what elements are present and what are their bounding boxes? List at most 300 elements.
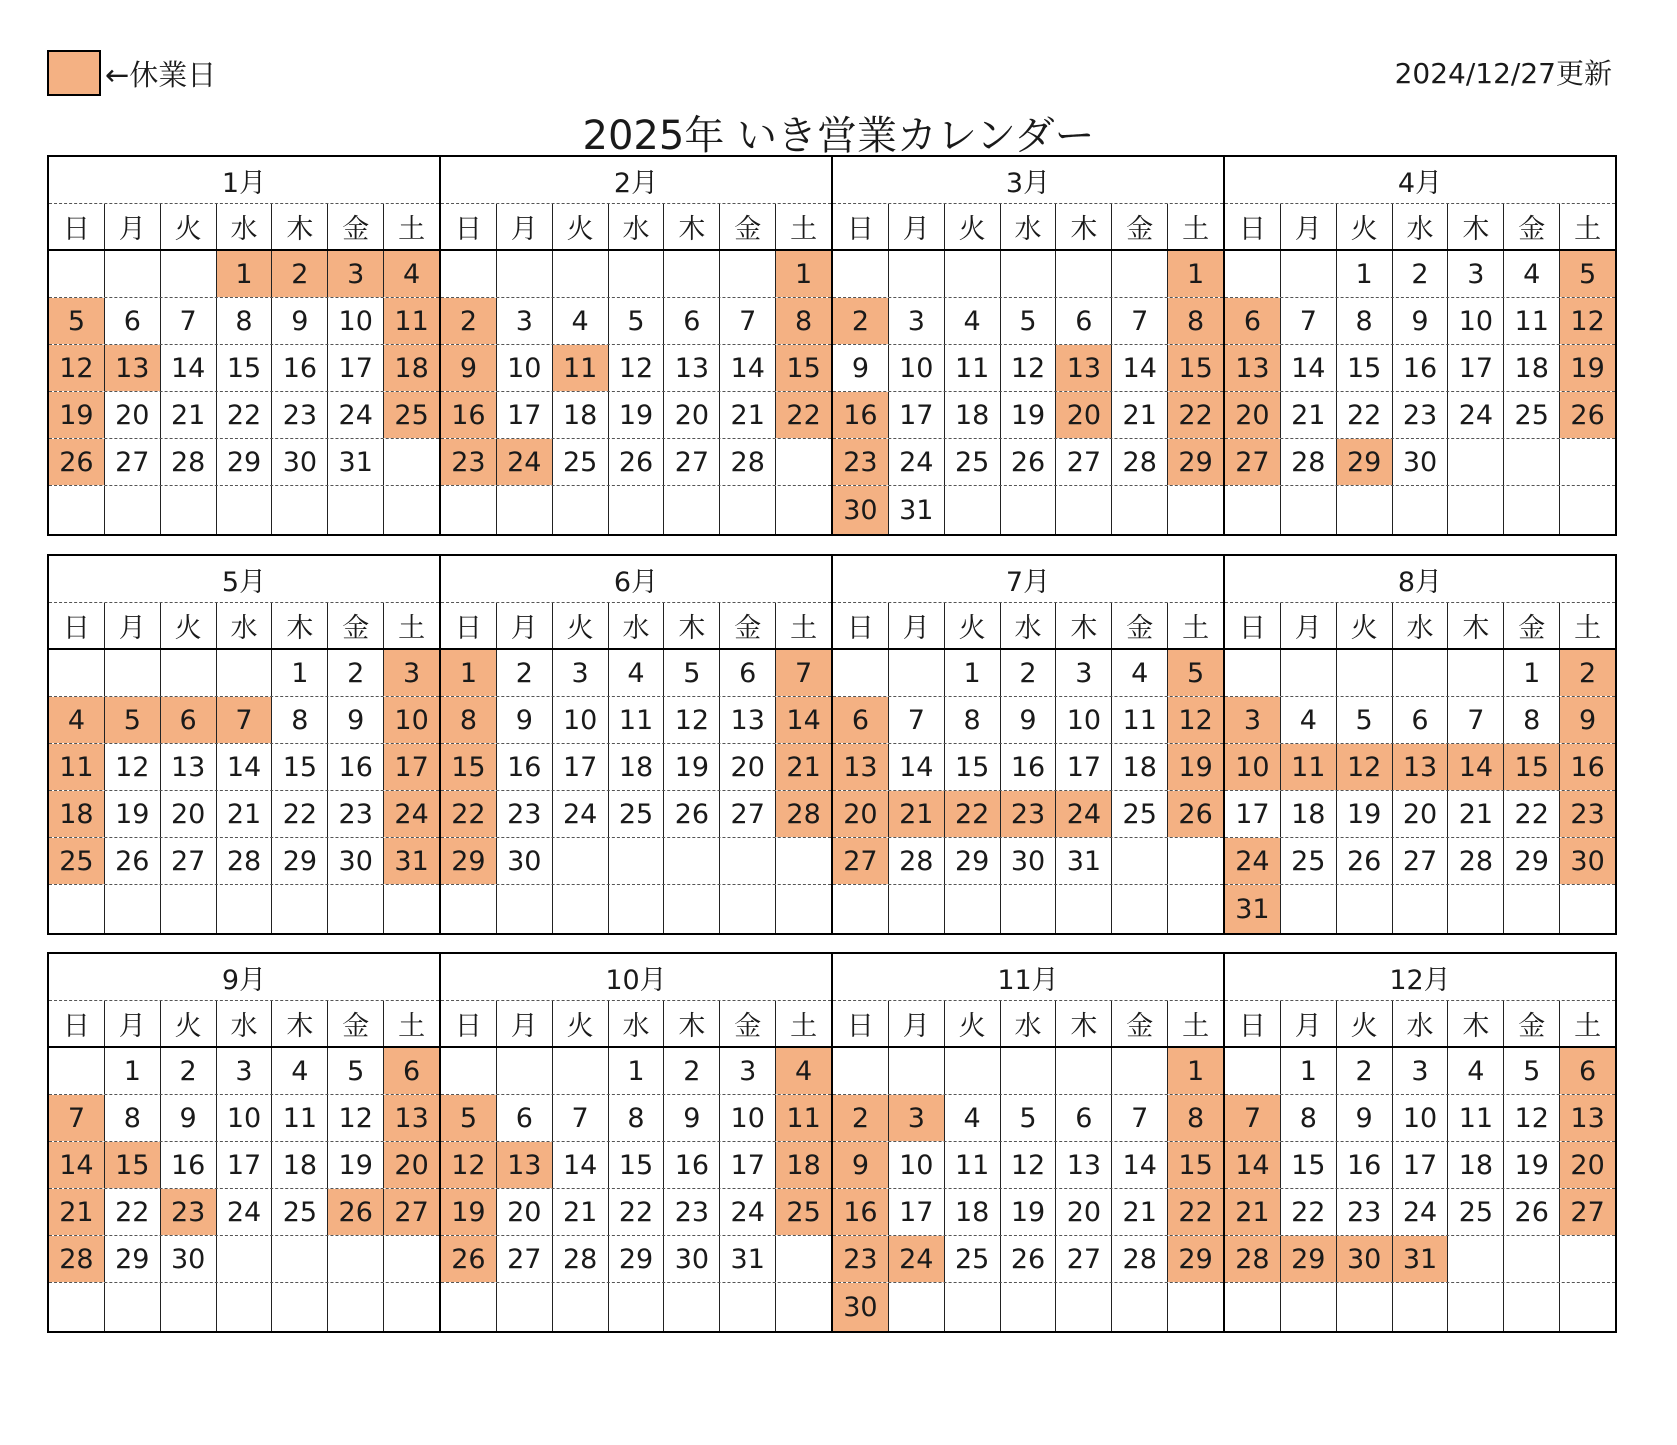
holiday-cell: 30	[1336, 1236, 1392, 1282]
empty-cell	[327, 1236, 383, 1282]
day-cell: 5	[608, 298, 664, 344]
day-cell: 4	[1280, 697, 1336, 743]
day-cell: 7	[1111, 1095, 1167, 1141]
weekday-label: 土	[383, 1001, 439, 1046]
week-row	[1225, 1142, 1615, 1189]
week-row	[833, 697, 1223, 744]
empty-cell	[775, 838, 831, 884]
day-cell: 21	[552, 1189, 608, 1235]
day-cell: 1	[1336, 251, 1392, 297]
empty-cell	[775, 885, 831, 933]
day-cell: 15	[944, 744, 1000, 790]
day-cell: 18	[552, 392, 608, 438]
day-cell: 4	[1503, 251, 1559, 297]
day-cell: 16	[1336, 1142, 1392, 1188]
day-cell: 25	[271, 1189, 327, 1235]
weekday-row	[441, 1001, 831, 1048]
week-row	[49, 439, 439, 486]
holiday-color-swatch	[47, 50, 101, 96]
day-cell: 17	[719, 1142, 775, 1188]
day-cell: 12	[104, 744, 160, 790]
day-cell: 27	[719, 791, 775, 837]
month-8	[1223, 556, 1615, 933]
empty-cell	[216, 885, 272, 933]
empty-cell	[496, 885, 552, 933]
day-cell: 20	[496, 1189, 552, 1235]
week-row	[833, 744, 1223, 791]
day-cell: 17	[1447, 345, 1503, 391]
holiday-cell: 6	[160, 697, 216, 743]
week-row	[49, 791, 439, 838]
weekday-label: 月	[496, 603, 552, 648]
holiday-cell: 31	[383, 838, 439, 884]
holiday-cell: 22	[775, 392, 831, 438]
holiday-cell: 20	[1055, 392, 1111, 438]
day-cell: 17	[216, 1142, 272, 1188]
empty-cell	[1055, 486, 1111, 534]
holiday-cell: 5	[441, 1095, 496, 1141]
empty-cell	[1225, 251, 1280, 297]
day-cell: 28	[1111, 439, 1167, 485]
day-cell: 22	[216, 392, 272, 438]
week-row	[49, 1236, 439, 1283]
week-row	[441, 791, 831, 838]
day-cell: 7	[888, 697, 944, 743]
empty-cell	[888, 885, 944, 933]
weekday-label: 日	[1238, 613, 1266, 644]
holiday-cell: 12	[441, 1142, 496, 1188]
day-cell: 7	[552, 1095, 608, 1141]
holiday-cell: 26	[1167, 791, 1223, 837]
day-cell: 24	[719, 1189, 775, 1235]
empty-cell	[719, 885, 775, 933]
empty-cell	[49, 486, 104, 534]
week-row	[1225, 1283, 1615, 1331]
day-cell: 9	[327, 697, 383, 743]
day-cell: 8	[1503, 697, 1559, 743]
day-cell: 6	[719, 650, 775, 696]
holiday-cell: 3	[327, 251, 383, 297]
week-row	[441, 1095, 831, 1142]
day-cell: 14	[719, 345, 775, 391]
week-row	[49, 1142, 439, 1189]
day-cell: 14	[1111, 345, 1167, 391]
week-row	[833, 298, 1223, 345]
day-cell: 14	[160, 345, 216, 391]
week-row	[1225, 1048, 1615, 1095]
holiday-cell: 3	[383, 650, 439, 696]
weekday-label: 金	[1111, 1001, 1167, 1046]
month-3	[831, 157, 1223, 534]
week-row	[441, 1048, 831, 1095]
weekday-label: 日	[454, 1011, 482, 1042]
week-row	[49, 1048, 439, 1095]
empty-cell	[216, 486, 272, 534]
day-cell: 12	[663, 697, 719, 743]
day-cell: 28	[888, 838, 944, 884]
day-cell: 1	[944, 650, 1000, 696]
holiday-cell: 11	[552, 345, 608, 391]
holiday-cell: 31	[1225, 885, 1280, 933]
empty-cell	[1336, 1283, 1392, 1331]
empty-cell	[1392, 486, 1448, 534]
empty-cell	[888, 251, 944, 297]
empty-cell	[1111, 885, 1167, 933]
weekday-label: 日	[1238, 1011, 1266, 1042]
holiday-cell: 17	[383, 744, 439, 790]
month-header: 7月	[833, 556, 1223, 603]
month-5	[49, 556, 439, 933]
holiday-cell: 28	[1225, 1236, 1280, 1282]
empty-cell	[441, 251, 496, 297]
empty-cell	[1167, 838, 1223, 884]
day-cell: 4	[552, 298, 608, 344]
day-cell: 26	[104, 838, 160, 884]
month-9	[49, 954, 439, 1331]
empty-cell	[663, 251, 719, 297]
week-row	[49, 744, 439, 791]
month-1	[49, 157, 439, 534]
weekday-label: 火	[944, 204, 1000, 249]
empty-cell	[216, 1283, 272, 1331]
day-cell: 6	[1055, 1095, 1111, 1141]
weekday-label: 火	[1336, 204, 1392, 249]
day-cell: 10	[1447, 298, 1503, 344]
day-cell: 28	[552, 1236, 608, 1282]
day-cell: 15	[1336, 345, 1392, 391]
holiday-cell: 25	[383, 392, 439, 438]
empty-cell	[833, 885, 888, 933]
empty-cell	[608, 486, 664, 534]
day-cell: 23	[663, 1189, 719, 1235]
day-cell: 4	[608, 650, 664, 696]
empty-cell	[1111, 1048, 1167, 1094]
day-cell: 5	[1000, 298, 1056, 344]
day-cell: 25	[1503, 392, 1559, 438]
day-cell: 3	[552, 650, 608, 696]
day-cell: 11	[271, 1095, 327, 1141]
week-row	[441, 1142, 831, 1189]
day-cell: 12	[608, 345, 664, 391]
empty-cell	[1336, 650, 1392, 696]
day-cell: 18	[608, 744, 664, 790]
month-header: 1月	[49, 157, 439, 204]
holiday-cell: 14	[775, 697, 831, 743]
day-cell: 24	[1392, 1189, 1448, 1235]
day-cell: 27	[496, 1236, 552, 1282]
weekday-label: 火	[552, 603, 608, 648]
day-cell: 6	[104, 298, 160, 344]
week-row	[441, 1236, 831, 1283]
empty-cell	[496, 1283, 552, 1331]
empty-cell	[496, 251, 552, 297]
empty-cell	[944, 1048, 1000, 1094]
weekday-row	[49, 1001, 439, 1048]
holiday-cell: 26	[327, 1189, 383, 1235]
day-cell: 7	[1280, 298, 1336, 344]
weekday-row	[441, 603, 831, 650]
empty-cell	[833, 650, 888, 696]
day-cell: 27	[1055, 1236, 1111, 1282]
holiday-cell: 19	[1559, 345, 1615, 391]
holiday-cell: 9	[833, 1142, 888, 1188]
weekday-label: 土	[1559, 1001, 1615, 1046]
empty-cell	[1055, 251, 1111, 297]
holiday-cell: 22	[1167, 392, 1223, 438]
day-cell: 14	[216, 744, 272, 790]
empty-cell	[1280, 650, 1336, 696]
weekday-label: 土	[1167, 204, 1223, 249]
day-cell: 22	[1503, 791, 1559, 837]
day-cell: 17	[888, 1189, 944, 1235]
day-cell: 1	[1503, 650, 1559, 696]
day-cell: 2	[663, 1048, 719, 1094]
day-cell: 19	[1503, 1142, 1559, 1188]
day-cell: 11	[1447, 1095, 1503, 1141]
empty-cell	[383, 1283, 439, 1331]
month-band	[47, 155, 1617, 536]
empty-cell	[1447, 439, 1503, 485]
holiday-cell: 27	[1559, 1189, 1615, 1235]
weekday-label: 土	[383, 603, 439, 648]
weekday-label: 火	[160, 1001, 216, 1046]
day-cell: 26	[1336, 838, 1392, 884]
empty-cell	[663, 885, 719, 933]
holiday-cell: 20	[1559, 1142, 1615, 1188]
empty-cell	[552, 838, 608, 884]
empty-cell	[1503, 1283, 1559, 1331]
day-cell: 24	[888, 439, 944, 485]
weekday-row	[833, 603, 1223, 650]
day-cell: 14	[888, 744, 944, 790]
day-cell: 2	[327, 650, 383, 696]
empty-cell	[383, 439, 439, 485]
holiday-cell: 5	[104, 697, 160, 743]
weekday-label: 水	[1392, 1001, 1448, 1046]
month-11	[831, 954, 1223, 1331]
day-cell: 24	[552, 791, 608, 837]
weekday-label: 日	[846, 613, 874, 644]
weekday-label: 金	[1111, 603, 1167, 648]
month-header: 4月	[1225, 157, 1615, 204]
day-cell: 29	[1503, 838, 1559, 884]
day-cell: 8	[104, 1095, 160, 1141]
holiday-cell: 8	[441, 697, 496, 743]
holiday-cell: 26	[441, 1236, 496, 1282]
weekday-label: 木	[271, 603, 327, 648]
holiday-cell: 18	[49, 791, 104, 837]
day-cell: 21	[160, 392, 216, 438]
holiday-cell: 21	[49, 1189, 104, 1235]
day-cell: 6	[1392, 697, 1448, 743]
day-cell: 2	[1000, 650, 1056, 696]
day-cell: 14	[552, 1142, 608, 1188]
holiday-cell: 24	[496, 439, 552, 485]
holiday-cell: 9	[1559, 697, 1615, 743]
day-cell: 28	[1280, 439, 1336, 485]
month-header: 10月	[441, 954, 831, 1001]
day-cell: 29	[104, 1236, 160, 1282]
empty-cell	[1280, 251, 1336, 297]
empty-cell	[49, 251, 104, 297]
day-cell: 8	[216, 298, 272, 344]
empty-cell	[1167, 1283, 1223, 1331]
holiday-cell: 11	[383, 298, 439, 344]
day-cell: 6	[496, 1095, 552, 1141]
day-cell: 19	[327, 1142, 383, 1188]
day-cell: 3	[1392, 1048, 1448, 1094]
empty-cell	[1225, 650, 1280, 696]
holiday-cell: 6	[833, 697, 888, 743]
empty-cell	[104, 1283, 160, 1331]
day-cell: 30	[663, 1236, 719, 1282]
day-cell: 4	[1111, 650, 1167, 696]
week-row	[49, 838, 439, 885]
holiday-cell: 16	[833, 392, 888, 438]
holiday-cell: 23	[833, 1236, 888, 1282]
empty-cell	[1055, 1048, 1111, 1094]
day-cell: 11	[1111, 697, 1167, 743]
day-cell: 10	[1392, 1095, 1448, 1141]
empty-cell	[775, 486, 831, 534]
week-row	[49, 345, 439, 392]
empty-cell	[1559, 885, 1615, 933]
empty-cell	[1447, 1283, 1503, 1331]
day-cell: 5	[1503, 1048, 1559, 1094]
day-cell: 27	[1055, 439, 1111, 485]
week-row	[833, 486, 1223, 534]
day-cell: 16	[1392, 345, 1448, 391]
day-cell: 6	[663, 298, 719, 344]
day-cell: 11	[608, 697, 664, 743]
day-cell: 31	[719, 1236, 775, 1282]
week-row	[441, 1283, 831, 1331]
weekday-label: 金	[719, 1001, 775, 1046]
empty-cell	[1000, 251, 1056, 297]
day-cell: 7	[1447, 697, 1503, 743]
holiday-cell: 29	[1336, 439, 1392, 485]
week-row	[441, 251, 831, 298]
holiday-cell: 13	[833, 744, 888, 790]
empty-cell	[1559, 486, 1615, 534]
empty-cell	[1559, 1283, 1615, 1331]
day-cell: 24	[1447, 392, 1503, 438]
empty-cell	[833, 1048, 888, 1094]
weekday-label: 土	[1559, 603, 1615, 648]
day-cell: 5	[663, 650, 719, 696]
day-cell: 26	[1000, 439, 1056, 485]
weekday-label: 火	[1336, 603, 1392, 648]
holiday-cell: 24	[383, 791, 439, 837]
day-cell: 29	[944, 838, 1000, 884]
day-cell: 28	[1447, 838, 1503, 884]
day-cell: 3	[496, 298, 552, 344]
weekday-label: 月	[1280, 603, 1336, 648]
day-cell: 25	[1280, 838, 1336, 884]
week-row	[49, 298, 439, 345]
weekday-label: 月	[496, 1001, 552, 1046]
weekday-label: 月	[104, 603, 160, 648]
day-cell: 27	[1392, 838, 1448, 884]
month-7	[831, 556, 1223, 933]
weekday-label: 水	[1000, 204, 1056, 249]
day-cell: 25	[552, 439, 608, 485]
empty-cell	[552, 1283, 608, 1331]
day-cell: 13	[160, 744, 216, 790]
holiday-cell: 31	[1392, 1236, 1448, 1282]
empty-cell	[888, 1283, 944, 1331]
day-cell: 6	[1055, 298, 1111, 344]
empty-cell	[1055, 885, 1111, 933]
holiday-cell: 22	[1167, 1189, 1223, 1235]
empty-cell	[608, 1283, 664, 1331]
empty-cell	[1000, 486, 1056, 534]
empty-cell	[1336, 885, 1392, 933]
holiday-cell: 10	[383, 697, 439, 743]
holiday-cell: 19	[441, 1189, 496, 1235]
day-cell: 10	[496, 345, 552, 391]
week-row	[833, 1283, 1223, 1331]
empty-cell	[719, 251, 775, 297]
empty-cell	[552, 1048, 608, 1094]
empty-cell	[1000, 1283, 1056, 1331]
week-row	[833, 1095, 1223, 1142]
weekday-label: 水	[608, 1001, 664, 1046]
day-cell: 17	[496, 392, 552, 438]
holiday-cell: 8	[1167, 1095, 1223, 1141]
day-cell: 2	[1336, 1048, 1392, 1094]
weekday-label: 土	[1167, 1001, 1223, 1046]
day-cell: 23	[327, 791, 383, 837]
holiday-cell: 13	[383, 1095, 439, 1141]
empty-cell	[552, 486, 608, 534]
week-row	[441, 1189, 831, 1236]
day-cell: 19	[1336, 791, 1392, 837]
holiday-cell: 15	[1167, 1142, 1223, 1188]
holiday-cell: 21	[775, 744, 831, 790]
holiday-cell: 5	[1167, 650, 1223, 696]
holiday-cell: 1	[775, 251, 831, 297]
day-cell: 4	[944, 1095, 1000, 1141]
empty-cell	[1055, 1283, 1111, 1331]
day-cell: 30	[160, 1236, 216, 1282]
day-cell: 25	[1111, 791, 1167, 837]
month-10	[439, 954, 831, 1331]
holiday-cell: 8	[775, 298, 831, 344]
day-cell: 1	[271, 650, 327, 696]
empty-cell	[104, 251, 160, 297]
weekday-label: 土	[775, 204, 831, 249]
holiday-cell: 5	[1559, 251, 1615, 297]
week-row	[49, 650, 439, 697]
day-cell: 15	[608, 1142, 664, 1188]
legend	[47, 48, 216, 98]
day-cell: 3	[888, 298, 944, 344]
holiday-cell: 6	[1225, 298, 1280, 344]
day-cell: 7	[719, 298, 775, 344]
day-cell: 2	[1392, 251, 1448, 297]
month-band	[47, 554, 1617, 935]
day-cell: 8	[608, 1095, 664, 1141]
month-header: 5月	[49, 556, 439, 603]
week-row	[49, 1283, 439, 1331]
day-cell: 22	[1280, 1189, 1336, 1235]
holiday-cell: 15	[1167, 345, 1223, 391]
empty-cell	[271, 1283, 327, 1331]
empty-cell	[1111, 1283, 1167, 1331]
day-cell: 12	[1503, 1095, 1559, 1141]
empty-cell	[441, 885, 496, 933]
